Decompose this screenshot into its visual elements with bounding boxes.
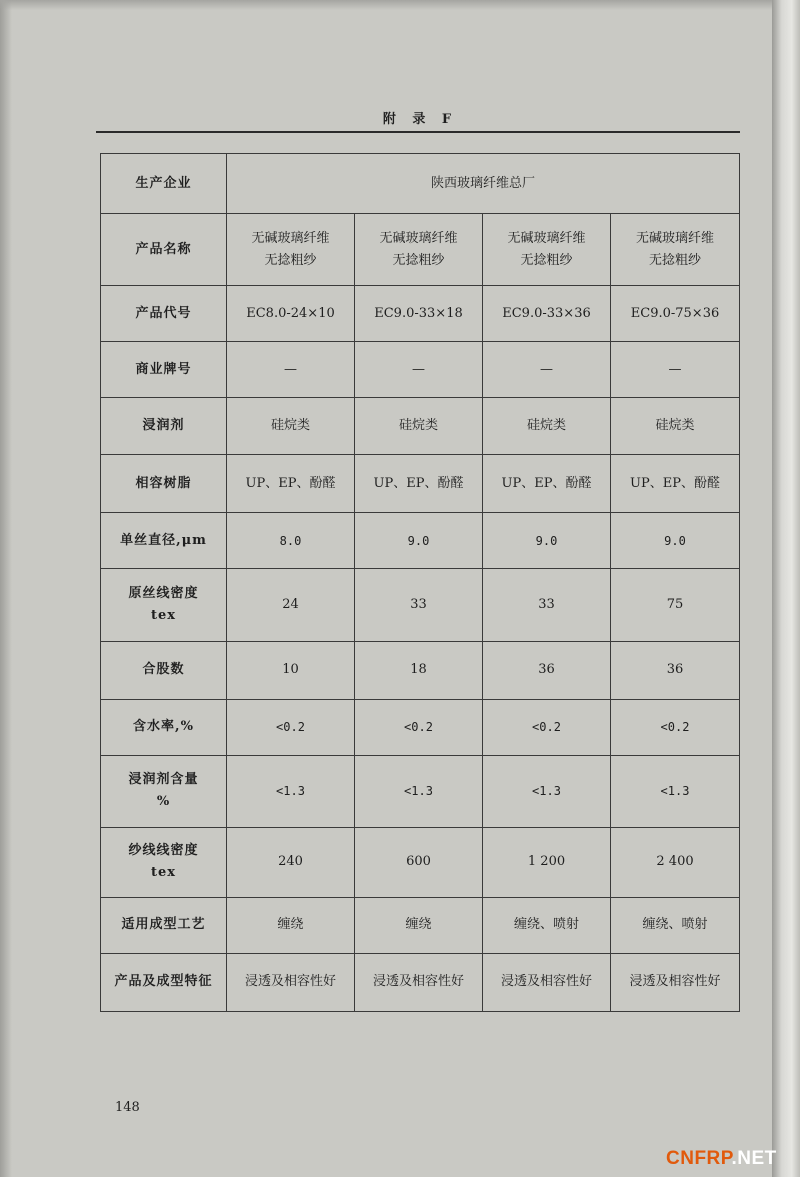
table-cell: 75 [611,569,740,641]
watermark-logo [666,1148,777,1170]
watermark-text-part2: .NET [731,1148,777,1169]
row-label: 商业牌号 [101,342,227,398]
table-row [101,286,740,342]
table-cell: 18 [355,641,483,699]
table-row [101,398,740,455]
table-row [101,897,740,953]
company-name: 陕西玻璃纤维总厂 [227,154,740,214]
table-cell: 浸透及相容性好 [227,953,355,1011]
table-row [101,342,740,398]
table-row [101,953,740,1011]
table-cell: 无碱玻璃纤维 无捻粗纱 [483,214,611,286]
row-label: 合股数 [101,641,227,699]
table-cell: 浸透及相容性好 [483,953,611,1011]
table-cell: 硅烷类 [227,398,355,455]
table-cell: 9.0 [483,513,611,569]
row-label: 产品代号 [101,286,227,342]
table-cell: — [483,342,611,398]
table-cell: 8.0 [227,513,355,569]
table-row [101,755,740,827]
table-cell: <0.2 [611,699,740,755]
spec-table [100,153,740,1012]
table-cell: 硅烷类 [483,398,611,455]
table-cell: 9.0 [611,513,740,569]
table-cell: 24 [227,569,355,641]
table-cell: <0.2 [227,699,355,755]
table-cell: <1.3 [227,755,355,827]
table-cell: 无碱玻璃纤维 无捻粗纱 [355,214,483,286]
row-label: 产品名称 [101,214,227,286]
table-cell: 无碱玻璃纤维 无捻粗纱 [611,214,740,286]
top-shadow [0,0,772,10]
table-cell: UP、EP、酚醛 [355,455,483,513]
table-cell: 缠绕、喷射 [483,897,611,953]
table-cell: 缠绕 [227,897,355,953]
table-cell: 硅烷类 [355,398,483,455]
header-rule [96,131,740,133]
table-cell: EC9.0-75×36 [611,286,740,342]
table-cell: 1 200 [483,827,611,897]
page-edge [772,0,800,1177]
table-cell: 36 [611,641,740,699]
table-cell: <0.2 [355,699,483,755]
table-cell: 33 [355,569,483,641]
table-cell: <1.3 [611,755,740,827]
table-cell: 浸透及相容性好 [355,953,483,1011]
table-row [101,513,740,569]
appendix-title: 附 录 F [382,112,458,127]
row-label: 浸润剂含量 % [101,755,227,827]
row-label: 产品及成型特征 [101,953,227,1011]
binding-shadow [0,0,12,1177]
table-cell: EC9.0-33×18 [355,286,483,342]
table-cell: 缠绕、喷射 [611,897,740,953]
table-row [101,214,740,286]
table-row [101,641,740,699]
table-row [101,699,740,755]
table-cell: 10 [227,641,355,699]
table-row-company [101,154,740,214]
table-cell: <1.3 [355,755,483,827]
row-label: 单丝直径,μm [101,513,227,569]
table-cell: UP、EP、酚醛 [611,455,740,513]
row-label: 含水率,% [101,699,227,755]
table-row [101,827,740,897]
page-number: 148 [115,1100,140,1115]
row-label: 浸润剂 [101,398,227,455]
row-label: 相容树脂 [101,455,227,513]
table-cell: 2 400 [611,827,740,897]
table-cell: 硅烷类 [611,398,740,455]
table-cell: UP、EP、酚醛 [227,455,355,513]
spec-table-body [101,154,740,1012]
table-cell: 600 [355,827,483,897]
table-row [101,569,740,641]
table-cell: — [355,342,483,398]
table-cell: 浸透及相容性好 [611,953,740,1011]
table-cell: 9.0 [355,513,483,569]
table-cell: EC9.0-33×36 [483,286,611,342]
row-label: 生产企业 [101,154,227,214]
row-label: 纱线线密度 tex [101,827,227,897]
table-cell: UP、EP、酚醛 [483,455,611,513]
table-cell: EC8.0-24×10 [227,286,355,342]
table-cell: <0.2 [483,699,611,755]
row-label: 原丝线密度 tex [101,569,227,641]
watermark-text-part1: CNFRP [666,1148,732,1169]
table-cell: 240 [227,827,355,897]
table-cell: 36 [483,641,611,699]
table-cell: — [611,342,740,398]
table-cell: 无碱玻璃纤维 无捻粗纱 [227,214,355,286]
table-cell: — [227,342,355,398]
row-label: 适用成型工艺 [101,897,227,953]
table-cell: 缠绕 [355,897,483,953]
table-row [101,455,740,513]
table-cell: 33 [483,569,611,641]
table-cell: <1.3 [483,755,611,827]
